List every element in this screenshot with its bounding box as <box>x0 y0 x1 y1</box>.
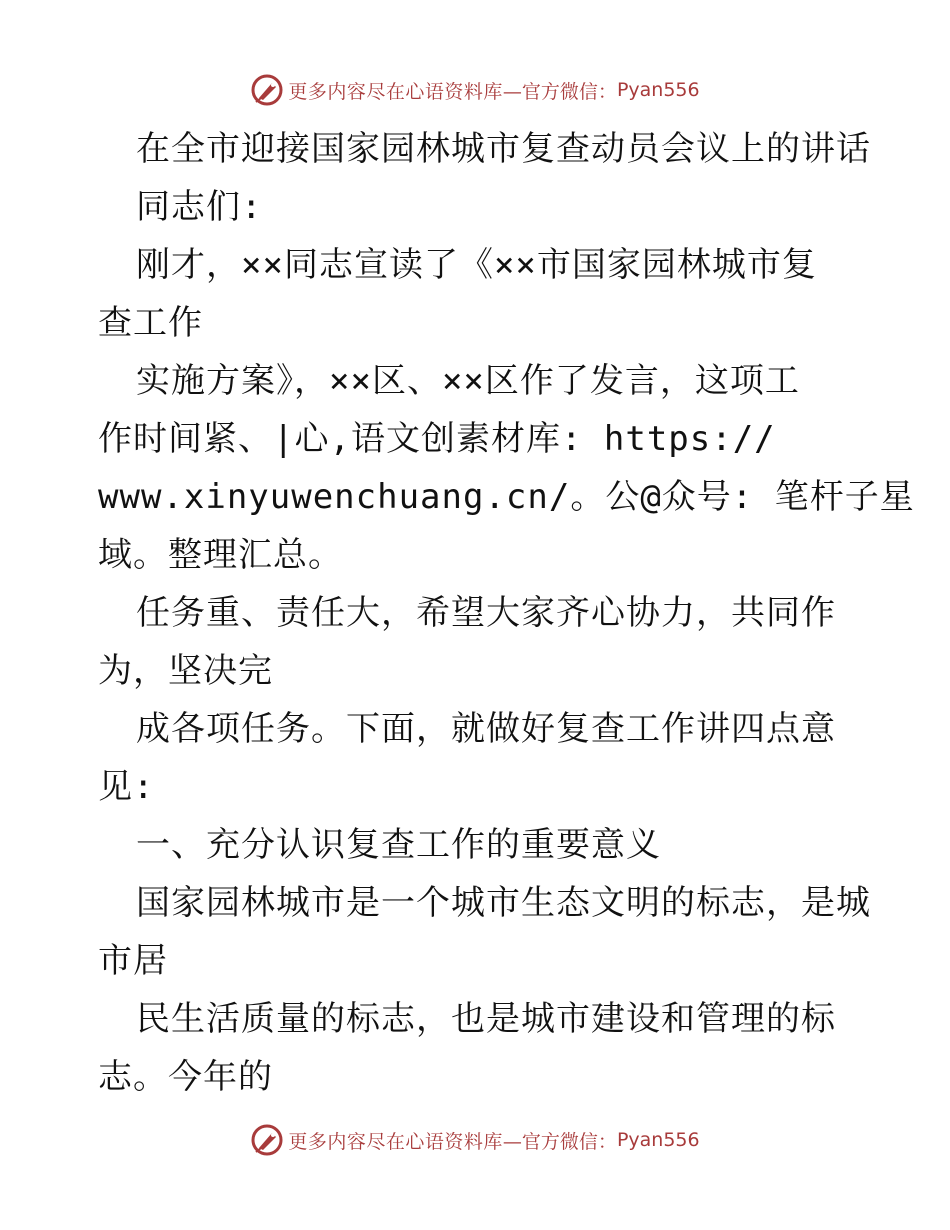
pen-nib-logo-icon <box>250 73 284 107</box>
banner-title: 更多内容尽在心语资料库 <box>288 80 503 103</box>
text-line: 国家园林城市是一个城市生态文明的标志，是城 <box>136 883 871 923</box>
banner-separator: —官方微信： <box>502 1130 617 1153</box>
banner-wechat-id: Pyan556 <box>616 1129 700 1151</box>
salutation: 同志们: <box>136 187 263 227</box>
text-line: 成各项任务。下面，就做好复查工作讲四点意 <box>136 709 836 749</box>
text-line: 域。整理汇总。 <box>98 535 343 575</box>
banner-title: 更多内容尽在心语资料库 <box>288 1130 503 1153</box>
footer-banner <box>0 1120 950 1160</box>
doc-title: 在全市迎接国家园林城市复查动员会议上的讲话 <box>136 129 871 169</box>
text-line: 志。今年的 <box>98 1057 273 1097</box>
text-line: 作时间紧、|心,语文创素材库: https:// <box>98 419 776 459</box>
text-line: 市居 <box>98 941 168 981</box>
text-line: 民生活质量的标志，也是城市建设和管理的标 <box>136 999 836 1039</box>
text-line: 任务重、责任大，希望大家齐心协力，共同作 <box>136 593 836 633</box>
text-line: 见: <box>98 767 155 807</box>
header-banner <box>0 70 950 110</box>
banner-wechat-id: Pyan556 <box>616 79 700 101</box>
text-line: www.xinyuwenchuang.cn/。公@众号: 笔杆子星 <box>98 477 915 517</box>
document-body <box>98 120 915 1106</box>
text-line: 查工作 <box>98 303 203 343</box>
pen-nib-logo-icon <box>250 1123 284 1157</box>
text-line: 为，坚决完 <box>98 651 273 691</box>
text-line: 刚才，××同志宣读了《××市国家园林城市复 <box>136 245 817 285</box>
banner-separator: —官方微信： <box>502 80 617 103</box>
text-line: 实施方案》，××区、××区作了发言，这项工 <box>136 361 800 401</box>
section-heading: 一、充分认识复查工作的重要意义 <box>136 825 661 865</box>
